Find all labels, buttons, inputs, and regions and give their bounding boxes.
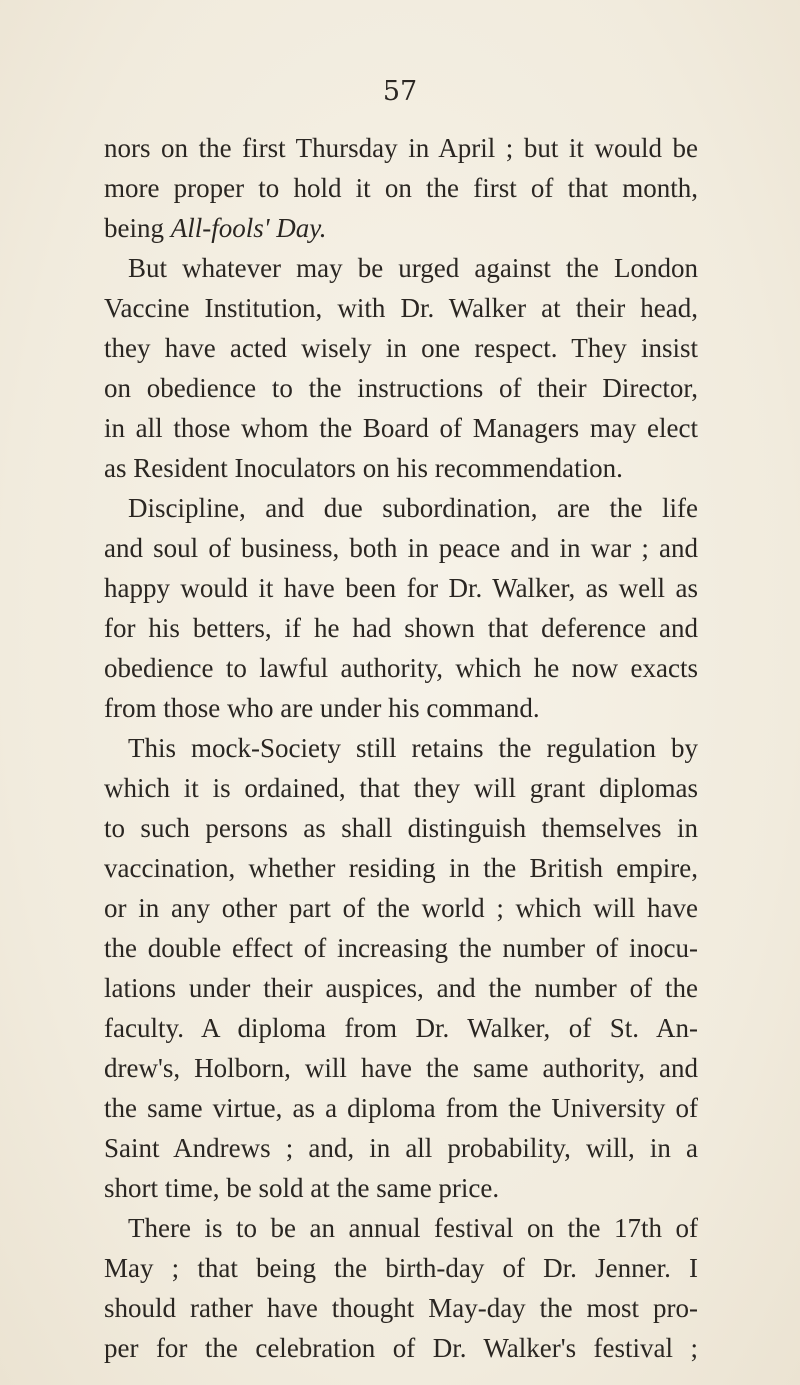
text-line: which it is ordained, that they will grant diplomas bbox=[104, 773, 698, 803]
text-line: Saint Andrews ; and, in all probability, will, in a bbox=[104, 1133, 698, 1163]
text-line: for his betters, if he had shown that deference and bbox=[104, 613, 698, 643]
text-line: as Resident Inoculators on his recommendation. bbox=[104, 453, 623, 483]
text-line: nors on the first Thursday in April ; but it would be bbox=[104, 133, 698, 163]
text-line: to such persons as shall distinguish themselves in bbox=[104, 813, 698, 843]
body-text bbox=[0, 128, 800, 1363]
text-line: on obedience to the instructions of their Director, bbox=[104, 373, 698, 403]
text-line: happy would it have been for Dr. Walker, as well as bbox=[104, 573, 698, 603]
text-line: faculty. A diploma from Dr. Walker, of St. An- bbox=[104, 1013, 698, 1043]
text-line: This mock-Society still retains the regulation by bbox=[128, 733, 698, 763]
text-line bbox=[104, 208, 698, 248]
text-line: lations under their auspices, and the number of the bbox=[104, 973, 698, 1003]
text-line: per for the celebration of Dr. Walker's festival ; bbox=[104, 1333, 698, 1363]
text-line: But whatever may be urged against the London bbox=[128, 253, 698, 283]
text-line: short time, be sold at the same price. bbox=[104, 1173, 500, 1203]
text-line: vaccination, whether residing in the British empire, bbox=[104, 853, 698, 883]
text-line: the double effect of increasing the number of inocu- bbox=[104, 933, 698, 963]
text-line: they have acted wisely in one respect. They insist bbox=[104, 333, 698, 363]
text-line-prefix: being bbox=[104, 213, 171, 243]
text-line: There is to be an annual festival on the 17th of bbox=[128, 1213, 698, 1243]
text-line: Discipline, and due subordination, are the life bbox=[128, 493, 698, 523]
text-line: or in any other part of the world ; which will have bbox=[104, 893, 698, 923]
page-number: 57 bbox=[382, 76, 418, 107]
text-line: in all those whom the Board of Managers may elect bbox=[104, 413, 698, 443]
text-line: and soul of business, both in peace and in war ; and bbox=[104, 533, 698, 563]
text-line: more proper to hold it on the first of that month, bbox=[104, 173, 698, 203]
all-fools-day-emphasis: All-fools' Day. bbox=[170, 213, 327, 243]
text-line: should rather have thought May-day the most pro- bbox=[104, 1293, 698, 1323]
text-line: Vaccine Institution, with Dr. Walker at their head, bbox=[104, 293, 698, 323]
text-line: May ; that being the birth-day of Dr. Jenner. I bbox=[104, 1253, 698, 1283]
text-line: drew's, Holborn, will have the same authority, and bbox=[104, 1053, 698, 1083]
text-line: from those who are under his command. bbox=[104, 693, 540, 723]
text-line: obedience to lawful authority, which he now exacts bbox=[104, 653, 698, 683]
text-line: the same virtue, as a diploma from the University of bbox=[104, 1093, 698, 1123]
